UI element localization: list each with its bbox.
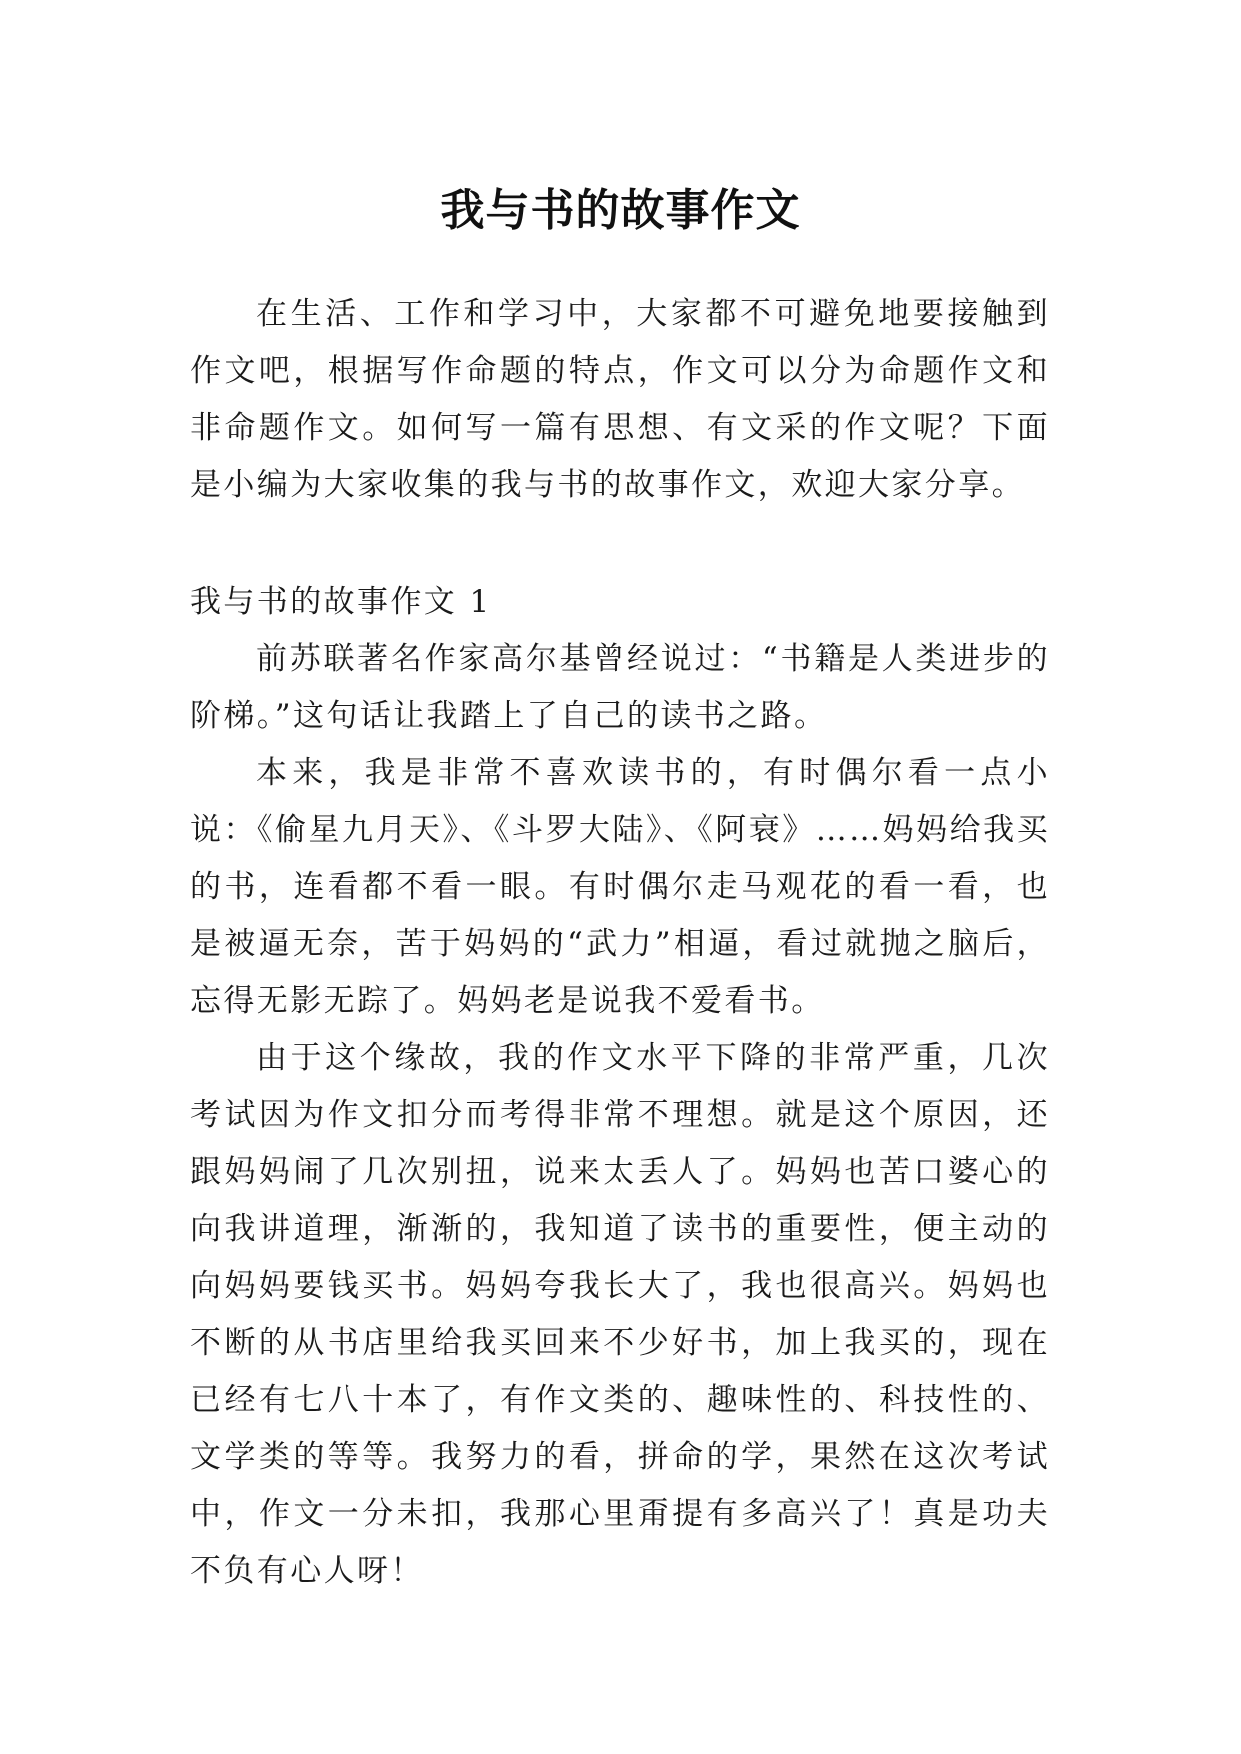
intro-paragraph: 在生活、工作和学习中，大家都不可避免地要接触到作文吧，根据写作命题的特点，作文可以分为命题作文和非命题作文。如何写一篇有思想、有文采的作文呢？下面是小编为大家收集的我与书的故事作文，欢迎大家分享。 <box>190 296 1050 503</box>
document-title: 我与书的故事作文 <box>440 185 801 237</box>
body-paragraph-1: 前苏联著名作家高尔基曾经说过：“书籍是人类进步的阶梯。”这句话让我踏上了自己的读书之路。 <box>190 641 1050 734</box>
body-paragraph-3: 由于这个缘故，我的作文水平下降的非常严重，几次考试因为作文扣分而考得非常不理想。就是这个原因，还跟妈妈闹了几次别扭，说来太丢人了。妈妈也苦口婆心的向我讲道理，渐渐的，我知道了读书的重要性，便主动的向妈妈要钱买书。妈妈夸我长大了，我也很高兴。妈妈也不断的从书店里给我买回来不少好书，加上我买的，现在已经有七八十本了，有作文类的、趣味性的、科技性的、文学类的等等。我努力的看，拼命的学，果然在这次考试中，作文一分未扣，我那心里甭提有多高兴了！真是功夫不负有心人呀！ <box>190 1040 1050 1589</box>
document-body <box>190 286 1050 1600</box>
body-paragraph-2: 本来，我是非常不喜欢读书的，有时偶尔看一点小说：《偷星九月天》、《斗罗大陆》、《阿衰》……妈妈给我买的书，连看都不看一眼。有时偶尔走马观花的看一看，也是被逼无奈，苦于妈妈的“武力”相逼，看过就抛之脑后，忘得无影无踪了。妈妈老是说我不爱看书。 <box>190 755 1050 1019</box>
section-title: 我与书的故事作文 1 <box>190 584 492 620</box>
